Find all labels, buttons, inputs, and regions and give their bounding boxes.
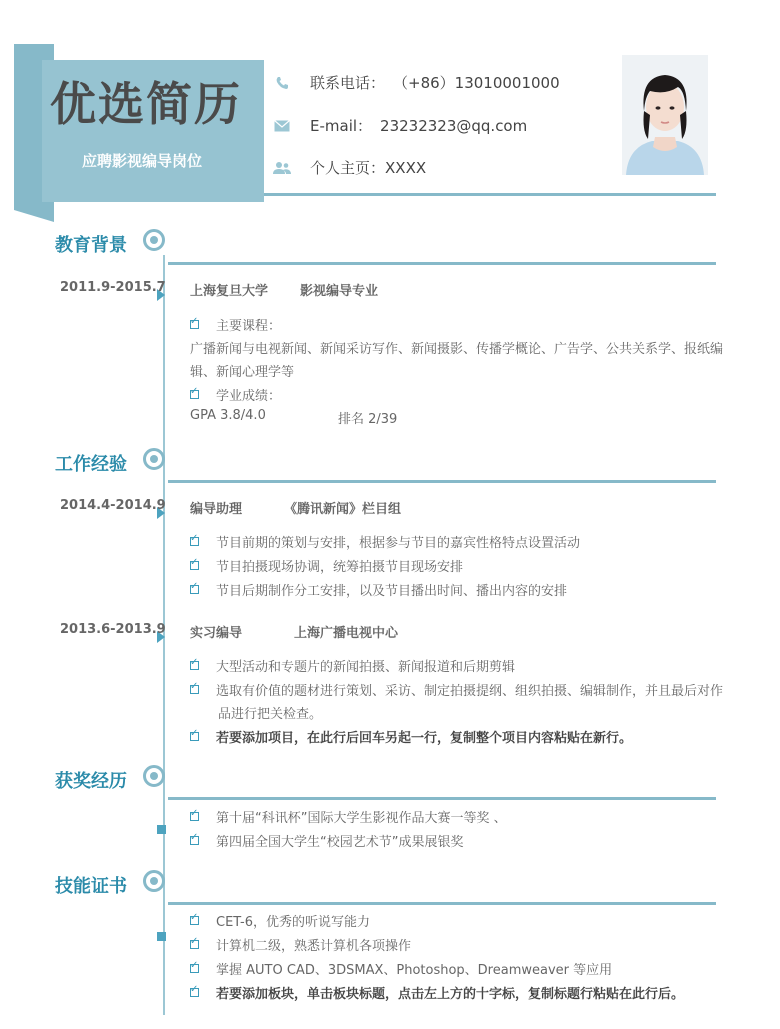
list-item [190, 556, 463, 575]
skill-text: CET-6，优秀的听说写能力 [216, 915, 371, 930]
job-org: 上海广播电视中心 [294, 626, 399, 641]
header-divider [264, 193, 716, 196]
job-position: 编导助理 [190, 502, 243, 517]
section-divider [168, 797, 716, 800]
checkbox-icon [190, 916, 199, 925]
list-item [190, 532, 580, 551]
target-icon [143, 229, 165, 251]
job-position: 实习编导 [190, 626, 243, 641]
duty-text: 节目拍摄现场协调，统筹拍摄节目现场安排 [216, 560, 464, 575]
checkbox-icon [190, 988, 199, 997]
contact-phone-row [272, 72, 560, 93]
section-divider [168, 902, 716, 905]
list-item [190, 580, 567, 599]
list-item [190, 727, 632, 746]
phone-icon [272, 76, 292, 90]
list-item [190, 807, 507, 826]
list-item [190, 911, 370, 930]
section-divider [168, 262, 716, 265]
list-item [190, 959, 612, 978]
job-date: 2014.4-2014.9 [60, 498, 166, 513]
list-item [190, 983, 684, 1002]
email-value: 23232323@qq.com [380, 116, 528, 135]
checkbox-icon [190, 964, 199, 973]
list-item [190, 315, 281, 334]
award-text: 第十届“科讯杯”国际大学生影视作品大赛一等奖 、 [216, 811, 507, 826]
list-item [190, 680, 723, 699]
profile-photo [622, 55, 708, 175]
list-item [190, 656, 515, 675]
checkbox-icon [190, 661, 199, 670]
contact-homepage-row [272, 157, 426, 178]
checkbox-icon [190, 940, 199, 949]
checkbox-icon [190, 390, 199, 399]
duty-text: 选取有价值的题材进行策划、采访、制定拍摄提纲、组织拍摄、编辑制作，并且最后对作 [216, 684, 724, 699]
section-title-skills: 技能证书 [55, 876, 127, 897]
skill-text: 掌握 AUTO CAD、3DSMAX、Photoshop、Dreamweaver 等应用 [216, 963, 613, 978]
email-label: E-mail： [310, 117, 373, 135]
job-date: 2013.6-2013.9 [60, 622, 166, 637]
courses-text-line2: 辑、新闻心理学等 [190, 365, 295, 380]
homepage-value: XXXX [385, 158, 427, 177]
job-target: 应聘影视编导岗位 [82, 152, 203, 170]
job-org: 《腾讯新闻》栏目组 [284, 502, 402, 517]
duty-text-continued: 品进行把关检查。 [218, 707, 323, 722]
timeline-marker [157, 825, 166, 834]
checkbox-icon [190, 537, 199, 546]
target-icon [143, 870, 165, 892]
checkbox-icon [190, 812, 199, 821]
phone-label: 联系电话： [310, 74, 386, 92]
checkbox-icon [190, 732, 199, 741]
timeline-marker [157, 932, 166, 941]
phone-value: （+86）13010001000 [393, 74, 560, 92]
email-icon [272, 120, 292, 132]
homepage-label: 个人主页： [310, 159, 386, 177]
checkbox-icon [190, 836, 199, 845]
skill-text: 计算机二级，熟悉计算机各项操作 [216, 939, 412, 954]
duty-text: 节目后期制作分工安排，以及节目播出时间、播出内容的安排 [216, 584, 568, 599]
duty-text: 节目前期的策划与安排，根据参与节目的嘉宾性格特点设置活动 [216, 536, 581, 551]
courses-text-line1: 广播新闻与电视新闻、新闻采访写作、新闻摄影、传播学概论、广告学、公共关系学、报纸编 [190, 342, 724, 357]
checkbox-icon [190, 685, 199, 694]
list-item [190, 831, 463, 850]
grades-label: 学业成绩： [216, 389, 282, 404]
edu-school: 上海复旦大学 [190, 284, 269, 299]
user-group-icon [272, 161, 292, 175]
rank-text: 排名 2/39 [338, 412, 398, 427]
list-item [190, 385, 281, 404]
checkbox-icon [190, 585, 199, 594]
section-divider [168, 480, 716, 483]
edu-date: 2011.9-2015.7 [60, 280, 166, 295]
award-text: 第四届全国大学生“校园艺术节”成果展银奖 [216, 835, 464, 850]
checkbox-icon [190, 320, 199, 329]
target-icon [143, 448, 165, 470]
template-hint-text: 若要添加板块，单击板块标题，点击左上方的十字标，复制标题行粘贴在此行后。 [216, 987, 685, 1002]
section-title-education: 教育背景 [55, 235, 127, 256]
contact-email-row [272, 115, 527, 136]
list-item [190, 935, 411, 954]
duty-text: 大型活动和专题片的新闻拍摄、新闻报道和后期剪辑 [216, 660, 516, 675]
section-title-work: 工作经验 [55, 454, 127, 475]
checkbox-icon [190, 561, 199, 570]
edu-major: 影视编导专业 [300, 284, 379, 299]
courses-label: 主要课程： [216, 319, 282, 334]
resume-title: 优选简历 [50, 77, 242, 131]
section-title-awards: 获奖经历 [55, 771, 127, 792]
gpa-text: GPA 3.8/4.0 [190, 408, 266, 423]
template-hint-text: 若要添加项目，在此行后回车另起一行，复制整个项目内容粘贴在新行。 [216, 731, 633, 746]
target-icon [143, 765, 165, 787]
